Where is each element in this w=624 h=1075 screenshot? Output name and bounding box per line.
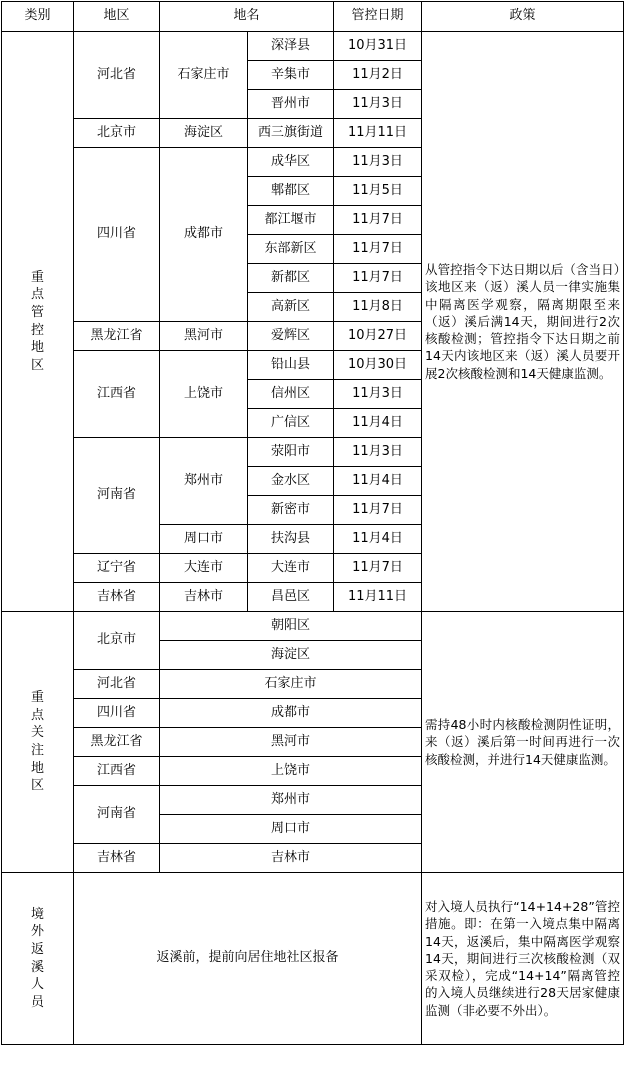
- date-cell: 11月7日: [334, 264, 422, 293]
- city-cell: 石家庄市: [160, 32, 248, 119]
- city-cell: 黑河市: [160, 322, 248, 351]
- province-cell: 黑龙江省: [74, 322, 160, 351]
- place-cell: 晋州市: [248, 90, 334, 119]
- table-row: [2, 32, 624, 61]
- city-cell: 吉林市: [160, 583, 248, 612]
- city-cell: 上饶市: [160, 351, 248, 438]
- category-cell-2: [2, 612, 74, 873]
- category-cell-1: [2, 32, 74, 612]
- date-cell: 11月3日: [334, 90, 422, 119]
- province-cell: 河北省: [74, 670, 160, 699]
- place-cell: 郫都区: [248, 177, 334, 206]
- place-cell: 东部新区: [248, 235, 334, 264]
- date-cell: 11月4日: [334, 467, 422, 496]
- category-label: 重点管控地区: [30, 269, 44, 373]
- province-cell: 四川省: [74, 148, 160, 322]
- date-cell: 11月7日: [334, 206, 422, 235]
- table-row: [2, 873, 624, 1045]
- date-cell: 10月27日: [334, 322, 422, 351]
- place-cell: 吉林市: [160, 844, 422, 873]
- table-header-row: [2, 2, 624, 32]
- province-cell: 河南省: [74, 786, 160, 844]
- date-cell: 11月7日: [334, 496, 422, 525]
- place-cell: 成都市: [160, 699, 422, 728]
- date-cell: 11月3日: [334, 438, 422, 467]
- header-region: 地区: [74, 2, 160, 32]
- place-cell: 爱辉区: [248, 322, 334, 351]
- date-cell: 11月11日: [334, 583, 422, 612]
- date-cell: 11月4日: [334, 525, 422, 554]
- place-cell: 朝阳区: [160, 612, 422, 641]
- policy-cell-3: 对入境人员执行“14+14+28”管控措施。即：在第一入境点集中隔离14天，返溪后，集中隔离医学观察14天，期间进行三次核酸检测（双采双检），完成“14+14”隔离管控的入境人员继续进行28天居家健康监测（非必要不外出）。: [422, 873, 624, 1045]
- date-cell: 10月30日: [334, 351, 422, 380]
- place-cell: 都江堰市: [248, 206, 334, 235]
- province-cell: 四川省: [74, 699, 160, 728]
- date-cell: 11月8日: [334, 293, 422, 322]
- place-cell: 铅山县: [248, 351, 334, 380]
- province-cell: 吉林省: [74, 844, 160, 873]
- policy-cell-2: 需持48小时内核酸检测阴性证明，来（返）溪后第一时间再进行一次核酸检测，并进行14天健康监测。: [422, 612, 624, 873]
- header-category: 类别: [2, 2, 74, 32]
- header-policy: 政策: [422, 2, 624, 32]
- province-cell: 河北省: [74, 32, 160, 119]
- table-row: [2, 612, 624, 641]
- place-cell: 金水区: [248, 467, 334, 496]
- city-cell: 周口市: [160, 525, 248, 554]
- policy-cell-1: 从管控指令下达日期以后（含当日）该地区来（返）溪人员一律实施集中隔离医学观察，隔离期限至来（返）溪后满14天，期间进行2次核酸检测；管控指令下达日期之前14天内该地区来（返）溪人员要开展2次核酸检测和14天健康监测。: [422, 32, 624, 612]
- place-cell: 上饶市: [160, 757, 422, 786]
- place-cell: 西三旗街道: [248, 119, 334, 148]
- city-cell: 成都市: [160, 148, 248, 322]
- place-cell: 郑州市: [160, 786, 422, 815]
- province-cell: 黑龙江省: [74, 728, 160, 757]
- place-cell: 广信区: [248, 409, 334, 438]
- place-cell: 周口市: [160, 815, 422, 844]
- category-label: 境外返溪人员: [30, 906, 44, 1010]
- control-area-table: [1, 1, 624, 1045]
- place-cell: 扶沟县: [248, 525, 334, 554]
- province-cell: 吉林省: [74, 583, 160, 612]
- city-cell: 大连市: [160, 554, 248, 583]
- category-cell-3: [2, 873, 74, 1045]
- place-cell: 黑河市: [160, 728, 422, 757]
- overseas-note-cell: 返溪前，提前向居住地社区报备: [74, 873, 422, 1045]
- province-cell: 河南省: [74, 438, 160, 554]
- city-cell: 海淀区: [160, 119, 248, 148]
- province-cell: 北京市: [74, 612, 160, 670]
- date-cell: 11月7日: [334, 235, 422, 264]
- date-cell: 11月11日: [334, 119, 422, 148]
- date-cell: 11月4日: [334, 409, 422, 438]
- place-cell: 新都区: [248, 264, 334, 293]
- date-cell: 11月5日: [334, 177, 422, 206]
- province-cell: 江西省: [74, 757, 160, 786]
- header-date: 管控日期: [334, 2, 422, 32]
- place-cell: 深泽县: [248, 32, 334, 61]
- date-cell: 11月3日: [334, 148, 422, 177]
- city-cell: 郑州市: [160, 438, 248, 525]
- province-cell: 北京市: [74, 119, 160, 148]
- date-cell: 10月31日: [334, 32, 422, 61]
- place-cell: 成华区: [248, 148, 334, 177]
- place-cell: 新密市: [248, 496, 334, 525]
- place-cell: 石家庄市: [160, 670, 422, 699]
- place-cell: 海淀区: [160, 641, 422, 670]
- place-cell: 辛集市: [248, 61, 334, 90]
- category-label: 重点关注地区: [30, 690, 44, 794]
- place-cell: 荥阳市: [248, 438, 334, 467]
- date-cell: 11月2日: [334, 61, 422, 90]
- header-place: 地名: [160, 2, 334, 32]
- date-cell: 11月7日: [334, 554, 422, 583]
- place-cell: 高新区: [248, 293, 334, 322]
- province-cell: 辽宁省: [74, 554, 160, 583]
- place-cell: 大连市: [248, 554, 334, 583]
- place-cell: 信州区: [248, 380, 334, 409]
- date-cell: 11月3日: [334, 380, 422, 409]
- province-cell: 江西省: [74, 351, 160, 438]
- place-cell: 昌邑区: [248, 583, 334, 612]
